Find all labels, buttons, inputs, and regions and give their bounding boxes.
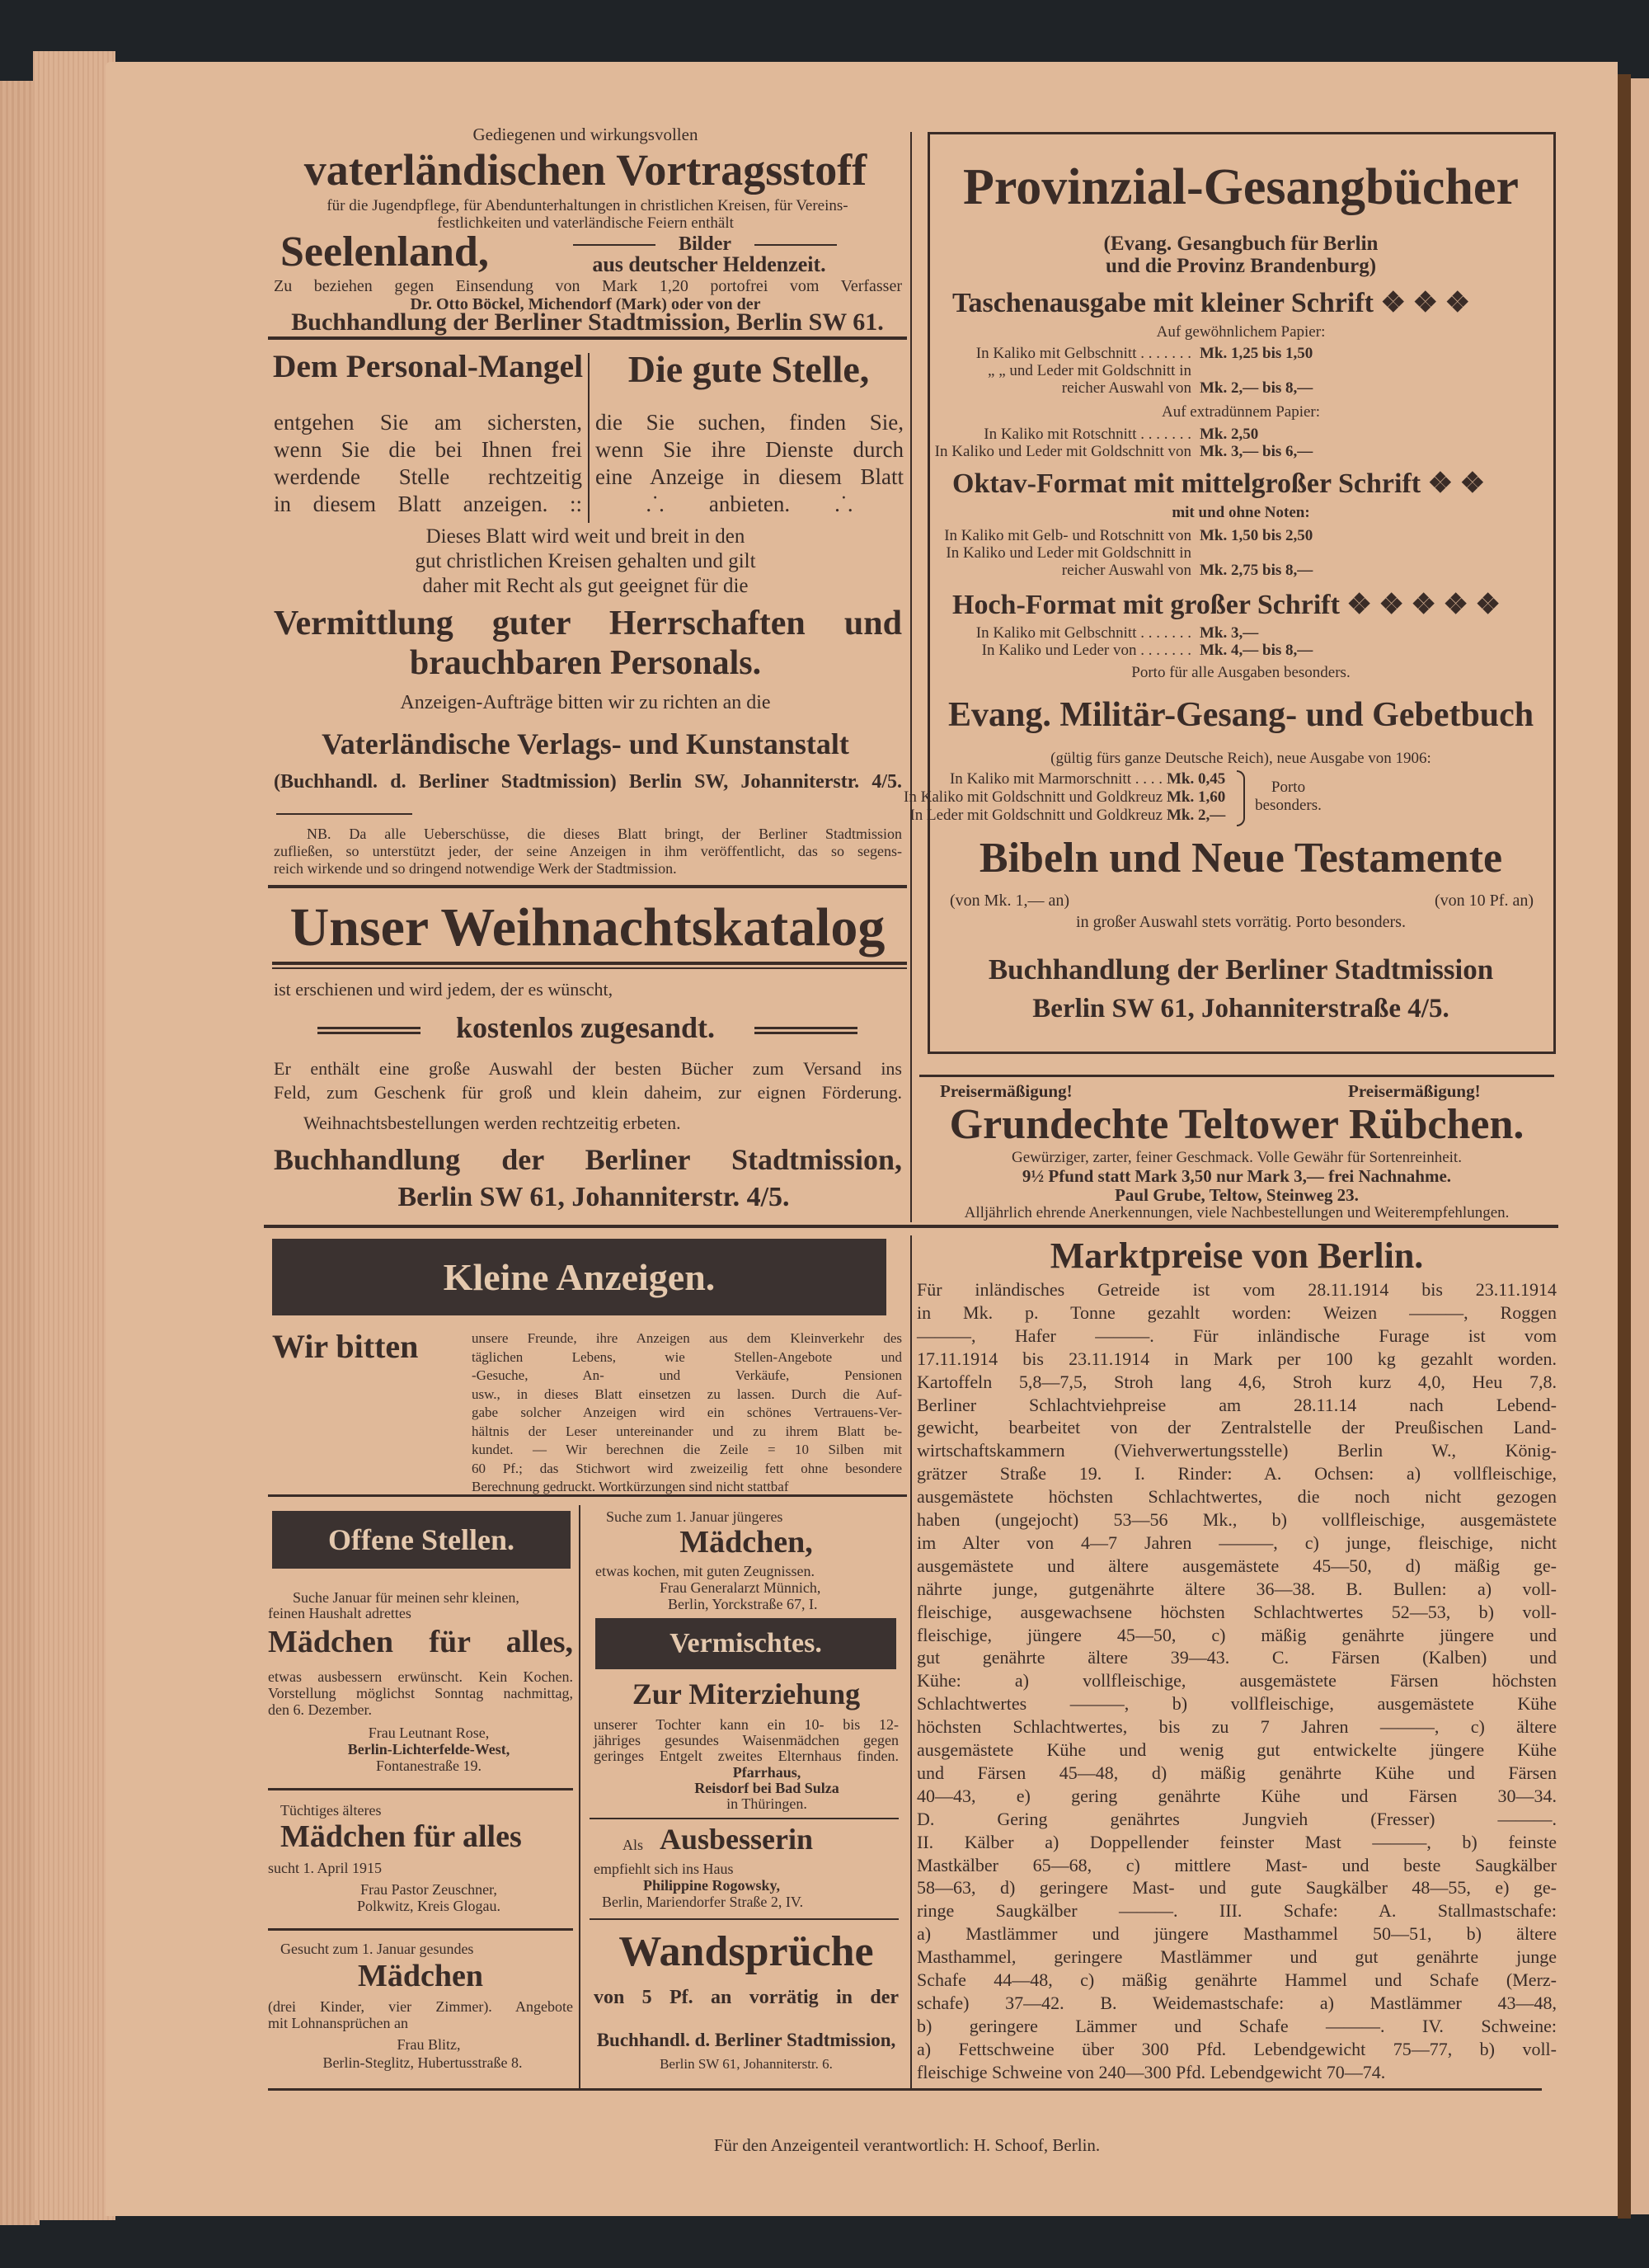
text-line: Schlachtwertes ———, b) vollfleischige, ausgemästete Kühe	[917, 1693, 1557, 1715]
right-line: eine Anzeige in diesem Blatt	[595, 464, 904, 489]
section-sub: Auf extradünnem Papier:	[1161, 403, 1321, 421]
text-line: Für inländisches Getreide ist vom 28.11.1914 bis 23.11.1914	[917, 1279, 1557, 1300]
ad-line: geringes Entgelt zweites Elternhaus finden.	[594, 1748, 899, 1764]
price-value: Mk. 1,60	[1167, 788, 1226, 806]
price-value: Mk. 2,—	[1167, 807, 1226, 824]
section-rule	[919, 1075, 1554, 1077]
text-line: Mastkälber 65—68, c) mittlere Mast- und beste Saugkälber	[917, 1854, 1557, 1875]
market-title: Marktpreise von Berlin.	[1050, 1235, 1424, 1276]
double-rule	[272, 962, 907, 965]
price-label: In Kaliko mit Marmorschnitt . . . .	[949, 770, 1163, 788]
price-label: In Kaliko mit Rotschnitt . . . . . . .	[984, 426, 1191, 443]
ad-signature: Reisdorf bei Bad Sulza	[694, 1780, 839, 1796]
ad-line: mit Lohnansprüchen an	[268, 2015, 408, 2031]
section-heading: Taschenausgabe mit kleiner Schrift ❖ ❖ ❖	[952, 288, 1470, 318]
ad-line: empfiehlt sich ins Haus	[594, 1861, 734, 1877]
decorative-rule	[317, 1027, 420, 1029]
text-line: 40—43, e) gering genährte Kühe und Färsen 30—34.	[917, 1785, 1557, 1806]
ad-line: Suche Januar für meinen sehr kleinen,	[293, 1589, 519, 1606]
price-label: In Leder mit Goldschnitt und Goldkreuz	[909, 807, 1163, 824]
price-value: Mk. 0,45	[1167, 770, 1226, 788]
hymnal-subtitle: und die Provinz Brandenburg)	[1105, 255, 1377, 277]
ad-line: sucht 1. April 1915	[268, 1860, 382, 1876]
price-label: reicher Auswahl von	[1061, 562, 1191, 579]
section-rule	[268, 885, 907, 888]
ad-line: (drei Kinder, vier Zimmer). Angebote	[268, 1998, 573, 2015]
text-line: ———, Hafer ———. Für inländische Furage ist vom	[917, 1325, 1557, 1346]
note-line: reich wirkende und so dringend notwendige Werk der Stadtmission.	[274, 860, 677, 877]
ad-line: Suche zum 1. Januar jüngeres	[606, 1508, 783, 1525]
ad-signature: Berlin, Yorckstraße 67, I.	[668, 1596, 818, 1612]
text-line: a) Fettschweine über 300 Pfd. Lebendgewicht 75—77, b) voll-	[917, 2038, 1557, 2059]
left-line: wenn Sie die bei Ihnen frei	[274, 437, 582, 462]
ad-publisher: Buchhandlung der Berliner Stadtmission, Berlin SW 61.	[291, 308, 884, 336]
price-value: Mk. 1,25 bis 1,50	[1200, 345, 1313, 362]
price-cut-tag: Preisermäßigung!	[940, 1081, 1073, 1101]
shop-address: Berlin SW 61, Johanniterstr. 4/5.	[397, 1182, 790, 1212]
jobs-banner: Offene Stellen.	[272, 1511, 571, 1569]
note-line: zufließen, so unterstützt jeder, der seine Anzeigen in ihm veröffentlicht, das so segens-	[274, 843, 902, 859]
text-line: usw., in dieses Blatt einsetzen zu lassen. Durch die Auf-	[472, 1386, 902, 1402]
text-line: b) geringere Lämmer und Schafe ———. IV. Schweine:	[917, 2015, 1557, 2036]
emphasis-line: Vermittlung guter Herrschaften und	[274, 605, 902, 642]
text-line: Berliner Schlachtviehpreise am 28.11.14 nach Lebend-	[917, 1394, 1557, 1415]
text-line: in Mk. p. Tonne gezahlt worden: Weizen ———, Roggen	[917, 1301, 1557, 1323]
ad-order-line: Zu beziehen gegen Einsendung von Mark 1,20 portofrei vom Verfasser	[274, 277, 902, 295]
text-line: II. Kälber a) Doppellender feinster Mast ———, b) feinste	[917, 1831, 1557, 1852]
right-heading: Die gute Stelle,	[627, 348, 870, 390]
book-gutter	[1618, 74, 1631, 2219]
text-line: Kühe: a) vollfleischige, ausgemästete Färsen höchsten	[917, 1670, 1557, 1692]
catalog-title: Unser Weihnachtskatalog	[289, 897, 886, 958]
text-line: fleischige, ausgewachsene höchsten Schlachtwertes 52—53, b) voll-	[917, 1601, 1557, 1622]
text-line: ausgemästete und ältere ausgemästete 45—50, d) mäßig ge-	[917, 1555, 1557, 1576]
porto-note: Porto	[1271, 779, 1306, 796]
book-subtitle: Bilder	[679, 233, 731, 255]
body-line: Er enthält eine große Auswahl der besten Bücher zum Versand ins	[274, 1058, 902, 1079]
text-line: fleischige Schweine von 240—300 Pfd. Lebendgewicht 70—74.	[917, 2061, 1386, 2082]
ad-rule	[590, 1818, 899, 1819]
bible-price-right: (von 10 Pf. an)	[1435, 892, 1534, 910]
section-rule	[264, 1225, 1558, 1228]
ad-signature: Fontanestraße 19.	[376, 1757, 482, 1774]
price-label: In Kaliko und Leder von . . . . . . .	[981, 642, 1191, 659]
section-rule	[268, 336, 907, 340]
text-line: gut genährte ältere 39—43. C. Färsen (Kalben) und	[917, 1647, 1557, 1668]
text-line: a) Mastlämmer und jüngere Masthammel 50—51, b) ältere	[917, 1923, 1557, 1945]
shop-address: Berlin SW 61, Johanniterstraße 4/5.	[1032, 994, 1449, 1023]
price-label: „ „ und Leder mit Goldschnitt in	[988, 362, 1191, 379]
section-rule	[268, 1494, 907, 1497]
short-rule	[276, 813, 412, 815]
ad-signature: Frau Blitz,	[397, 2036, 461, 2053]
request-heading: Wir bitten	[272, 1328, 419, 1365]
text-line: D. Gering genährtes Jungvieh (Fresser) ———.	[917, 1808, 1557, 1829]
ad-rule	[268, 1928, 573, 1931]
text-line: unsere Freunde, ihre Anzeigen aus dem Kleinverkehr des	[472, 1330, 902, 1346]
text-line: Masthammel, geringere Mastlämmer und gut genährte junge	[917, 1946, 1557, 1968]
body-line: ist erschienen und wird jedem, der es wünscht,	[274, 979, 613, 1000]
ad-intro: Gediegenen und wirkungsvollen	[472, 125, 698, 144]
bible-note: in großer Auswahl stets vorrätig. Porto besonders.	[1076, 913, 1406, 931]
body-line: Dieses Blatt wird weit und breit in den	[425, 525, 745, 548]
price-value: Mk. 2,50	[1200, 426, 1259, 443]
section-heading: Oktav-Format mit mittelgroßer Schrift ❖ ❖	[952, 468, 1486, 499]
ad-signature: Polkwitz, Kreis Glogau.	[357, 1898, 500, 1914]
left-line: in diesem Blatt anzeigen. ::	[274, 492, 582, 516]
ad-line: Gesucht zum 1. Januar gesundes	[280, 1941, 474, 1957]
ad-line: Als	[622, 1837, 644, 1853]
text-line: nährte junge, gutgenährte ältere 36—38. B. Bullen: a) voll-	[917, 1578, 1557, 1599]
price-label: In Kaliko und Leder mit Goldschnitt in	[946, 544, 1191, 562]
ad-signature: Buchhandl. d. Berliner Stadtmission,	[596, 2030, 896, 2050]
book-subtitle: aus deutscher Heldenzeit.	[592, 252, 826, 276]
body-line: daher mit Recht als gut geeignet für die	[422, 575, 749, 597]
ad-line: den 6. Dezember.	[268, 1701, 372, 1718]
body-line: gut christlichen Kreisen gehalten und gilt	[415, 550, 756, 572]
text-line: gabe solcher Anzeigen wird ein schönes Vertrauens-Ver-	[472, 1405, 902, 1420]
price-label: In Kaliko und Leder mit Goldschnitt von	[934, 443, 1191, 460]
ad-headline: Zur Miterziehung	[632, 1677, 861, 1710]
ad-headline: Mädchen für alles	[280, 1819, 522, 1854]
right-line: die Sie suchen, finden Sie,	[595, 410, 904, 435]
price-cut-tag: Preisermäßigung!	[1348, 1081, 1481, 1101]
ad-line: unserer Tochter kann ein 10- bis 12-	[594, 1716, 899, 1733]
right-line: .˙. anbieten. .˙.	[646, 492, 853, 516]
turnip-title: Grundechte Teltower Rübchen.	[949, 1101, 1525, 1148]
turnip-line: Paul Grube, Teltow, Steinweg 23.	[1115, 1185, 1359, 1205]
price-value: Mk. 1,50 bis 2,50	[1200, 527, 1313, 544]
free-label: kostenlos zugesandt.	[455, 1011, 716, 1044]
body-line: Weihnachtsbestellungen werden rechtzeitig erbeten.	[303, 1113, 681, 1133]
text-line: 60 Pf.; das Stichwort wird zweizeilig fett ohne besondere	[472, 1460, 902, 1476]
ad-headline: Mädchen,	[679, 1525, 813, 1560]
body-line: Feld, zum Geschenk für groß und klein daheim, zur eignen Förderung.	[274, 1082, 902, 1103]
porto-note: besonders.	[1255, 797, 1322, 814]
text-line: kundet. — Wir berechnen die Zeile = 10 Silben mit	[472, 1442, 902, 1457]
price-label: In Kaliko mit Goldschnitt und Goldkreuz	[904, 788, 1163, 806]
small-ads-banner: Kleine Anzeigen.	[272, 1239, 886, 1315]
left-heading: Dem Personal-Mangel	[272, 348, 584, 384]
ad-signature: Frau Pastor Zeuschner,	[360, 1881, 497, 1898]
ad-signature: Berlin, Mariendorfer Straße 2, IV.	[602, 1894, 804, 1910]
hymnal-title: Provinzial-Gesangbücher	[963, 159, 1519, 215]
ad-rule	[590, 1918, 899, 1920]
double-rule	[272, 967, 907, 969]
turnip-line: 9½ Pfund statt Mark 3,50 nur Mark 3,— frei Nachnahme.	[1022, 1166, 1452, 1186]
footer-credit: Für den Anzeigenteil verantwortlich: H. Schoof, Berlin.	[713, 2135, 1101, 2155]
page-stack-edge	[33, 51, 115, 2220]
section-rule	[268, 2088, 1542, 2091]
ad-line: jähriges gesundes Waisenmädchen gegen	[594, 1732, 899, 1748]
text-line: ringe Saugkälber ———. III. Schafe: A. Stallmastschafe:	[917, 1900, 1557, 1922]
price-label: reicher Auswahl von	[1061, 379, 1191, 397]
ad-line: etwas ausbessern erwünscht. Kein Kochen.	[268, 1668, 573, 1685]
turnip-line: Gewürziger, zarter, feiner Geschmack. Volle Gewähr für Sortenreinheit.	[1012, 1149, 1462, 1166]
ad-line: etwas kochen, mit guten Zeugnissen.	[595, 1563, 815, 1579]
text-line: ausgemästete höchsten Schlachtwertes, die noch nicht gezogen	[917, 1486, 1557, 1508]
ad-headline: Ausbesserin	[660, 1823, 814, 1856]
text-line: 58—63, d) geringere Mast- und gute Saugkälber 48—55, e) ge-	[917, 1877, 1557, 1899]
price-label: In Kaliko mit Gelbschnitt . . . . . . .	[975, 345, 1191, 362]
ad-signature: Berlin-Lichterfelde-West,	[347, 1741, 510, 1757]
text-line: und Färsen 45—48, d) mäßig genährte Kühe und Färsen	[917, 1762, 1557, 1783]
request-line: Anzeigen-Aufträge bitten wir zu richten an die	[400, 692, 771, 713]
section-sub: mit und ohne Noten:	[1172, 504, 1310, 521]
shop-name: Buchhandlung der Berliner Stadtmission,	[274, 1143, 902, 1176]
text-line: -Gesuche, An- und Verkäufe, Pensionen	[472, 1367, 902, 1383]
ad-desc-line: für die Jugendpflege, für Abendunterhaltungen in christlichen Kreisen, für Vereins-	[327, 197, 848, 214]
text-line: täglichen Lebens, wie Stellen-Angebote und	[472, 1348, 902, 1365]
bible-price-left: (von Mk. 1,— an)	[950, 892, 1069, 910]
shop-name: Buchhandlung der Berliner Stadtmission	[988, 953, 1494, 986]
ad-rule	[268, 1788, 573, 1790]
firm-address: (Buchhandl. d. Berliner Stadtmission) Berlin SW, Johanniterstr. 4/5.	[274, 771, 902, 793]
price-value: Mk. 3,— bis 6,—	[1200, 443, 1313, 460]
text-line: Schafe 44—48, c) mäßig genährte Hammel und Schafe (Merz-	[917, 1969, 1557, 1990]
decorative-rule	[754, 244, 837, 246]
text-line: hältnis der Leser untereinander und zu ihrem Blatt be-	[472, 1423, 902, 1439]
brace-icon	[1237, 770, 1245, 826]
text-line: höchsten Schlachtwertes, bis zu 7 Jahren ———, c) ältere	[917, 1716, 1557, 1738]
decorative-rule	[573, 244, 655, 246]
ad-line: Tüchtiges älteres	[280, 1802, 382, 1819]
ad-signature: in Thüringen.	[726, 1795, 807, 1812]
text-line: schafe) 37—42. B. Weidemastschafe: a) Mastlämmer 43—48,	[917, 1992, 1557, 2013]
price-label: In Kaliko mit Gelb- und Rotschnitt von	[944, 527, 1191, 544]
ad-headline: Wandsprüche	[618, 1928, 874, 1975]
column-divider	[579, 1505, 580, 2089]
misc-banner: Vermischtes.	[595, 1618, 896, 1669]
column-divider	[910, 132, 912, 1222]
price-value: Mk. 2,75 bis 8,—	[1200, 562, 1313, 579]
text-line: Berechnung gedruckt. Wortkürzungen sind nicht stattbaf	[472, 1479, 789, 1494]
price-value: Mk. 2,— bis 8,—	[1200, 379, 1313, 397]
section-note: Porto für alle Ausgaben besonders.	[1131, 664, 1351, 681]
emphasis-line: brauchbaren Personals.	[409, 644, 762, 682]
book-title: Seelenland,	[280, 228, 489, 275]
ad-signature: Berlin SW 61, Johanniterstr. 6.	[660, 2056, 833, 2072]
next-page-edge	[1631, 78, 1649, 2214]
military-title: Evang. Militär-Gesang- und Gebetbuch	[948, 696, 1534, 734]
ad-author: Dr. Otto Böckel, Michendorf (Mark) oder von der	[410, 295, 761, 313]
section-heading: Hoch-Format mit großer Schrift ❖ ❖ ❖ ❖ ❖	[952, 590, 1501, 620]
ad-signature: Frau Generalarzt Münnich,	[660, 1579, 821, 1596]
price-value: Mk. 3,—	[1200, 624, 1259, 642]
text-line: wirtschaftskammern (Viehverwertungsstelle) Berlin W., König-	[917, 1440, 1557, 1461]
heading-divider	[588, 353, 590, 523]
hymnal-subtitle: (Evang. Gesangbuch für Berlin	[1103, 233, 1379, 255]
ad-headline: Mädchen für alles,	[268, 1625, 573, 1659]
ad-desc-line: festlichkeiten und vaterländische Feiern enthält	[437, 214, 734, 232]
left-line: entgehen Sie am sichersten,	[274, 410, 582, 435]
decorative-rule	[754, 1027, 857, 1029]
ad-line: feinen Haushalt adrettes	[268, 1605, 411, 1621]
text-line: gewicht, bearbeitet von der Zentralstelle der Preußischen Land-	[917, 1417, 1557, 1438]
ad-signature: Berlin-Steglitz, Hubertusstraße 8.	[322, 2054, 523, 2071]
right-line: wenn Sie ihre Dienste durch	[595, 437, 904, 462]
ad-line: Vorstellung möglichst Sonntag nachmittag,	[268, 1685, 573, 1701]
ad-signature: Pfarrhaus,	[732, 1764, 801, 1781]
text-line: ausgemästete Kühe und wenig gut entwickelte jüngere Kühe	[917, 1739, 1557, 1760]
text-line: grätzer Straße 19. I. Rinder: A. Ochsen: a) vollfleischige,	[917, 1463, 1557, 1485]
decorative-rule	[754, 1032, 857, 1034]
left-line: werdende Stelle rechtzeitig	[274, 464, 582, 489]
ad-line: von 5 Pf. an vorrätig in der	[594, 1987, 899, 2008]
military-sub: (gültig fürs ganze Deutsche Reich), neue Ausgabe von 1906:	[1050, 750, 1431, 767]
price-label: In Kaliko mit Gelbschnitt . . . . . . .	[975, 624, 1191, 642]
bible-title: Bibeln und Neue Testamente	[979, 835, 1503, 882]
ad-headline: Mädchen	[358, 1959, 483, 1993]
turnip-line: Alljährlich ehrende Anerkennungen, viele Nachbestellungen und Weiterempfehlungen.	[964, 1204, 1510, 1221]
firm-name: Vaterländische Verlags- und Kunstanstalt	[322, 727, 849, 760]
ad-signature: Frau Leutnant Rose,	[368, 1725, 490, 1741]
decorative-rule	[317, 1032, 420, 1034]
section-sub: Auf gewöhnlichem Papier:	[1156, 323, 1326, 341]
text-line: fleischige, jüngere 45—50, c) mäßig genährte jüngere und	[917, 1624, 1557, 1645]
text-line: 17.11.1914 bis 23.11.1914 in Mark per 100 kg gezahlt worden.	[917, 1348, 1557, 1369]
price-value: Mk. 4,— bis 8,—	[1200, 642, 1313, 659]
text-line: haben (ungejocht) 53—56 Mk., b) vollfleischige, ausgemästete	[917, 1509, 1557, 1530]
ad-signature: Philippine Rogowsky,	[643, 1877, 781, 1894]
ad-title: vaterländischen Vortragsstoff	[303, 145, 867, 195]
column-divider	[910, 1235, 912, 2089]
note-line: NB. Da alle Ueberschüsse, die dieses Blatt bringt, der Berliner Stadtmission	[307, 826, 902, 842]
text-line: Kartoffeln 5,8—7,5, Stroh lang 4,6, Stroh kurz 4,0, Heu 7,8.	[917, 1371, 1557, 1392]
text-line: im Alter von 4—7 Jahren ———, c) junge, fleischige, nicht	[917, 1532, 1557, 1553]
